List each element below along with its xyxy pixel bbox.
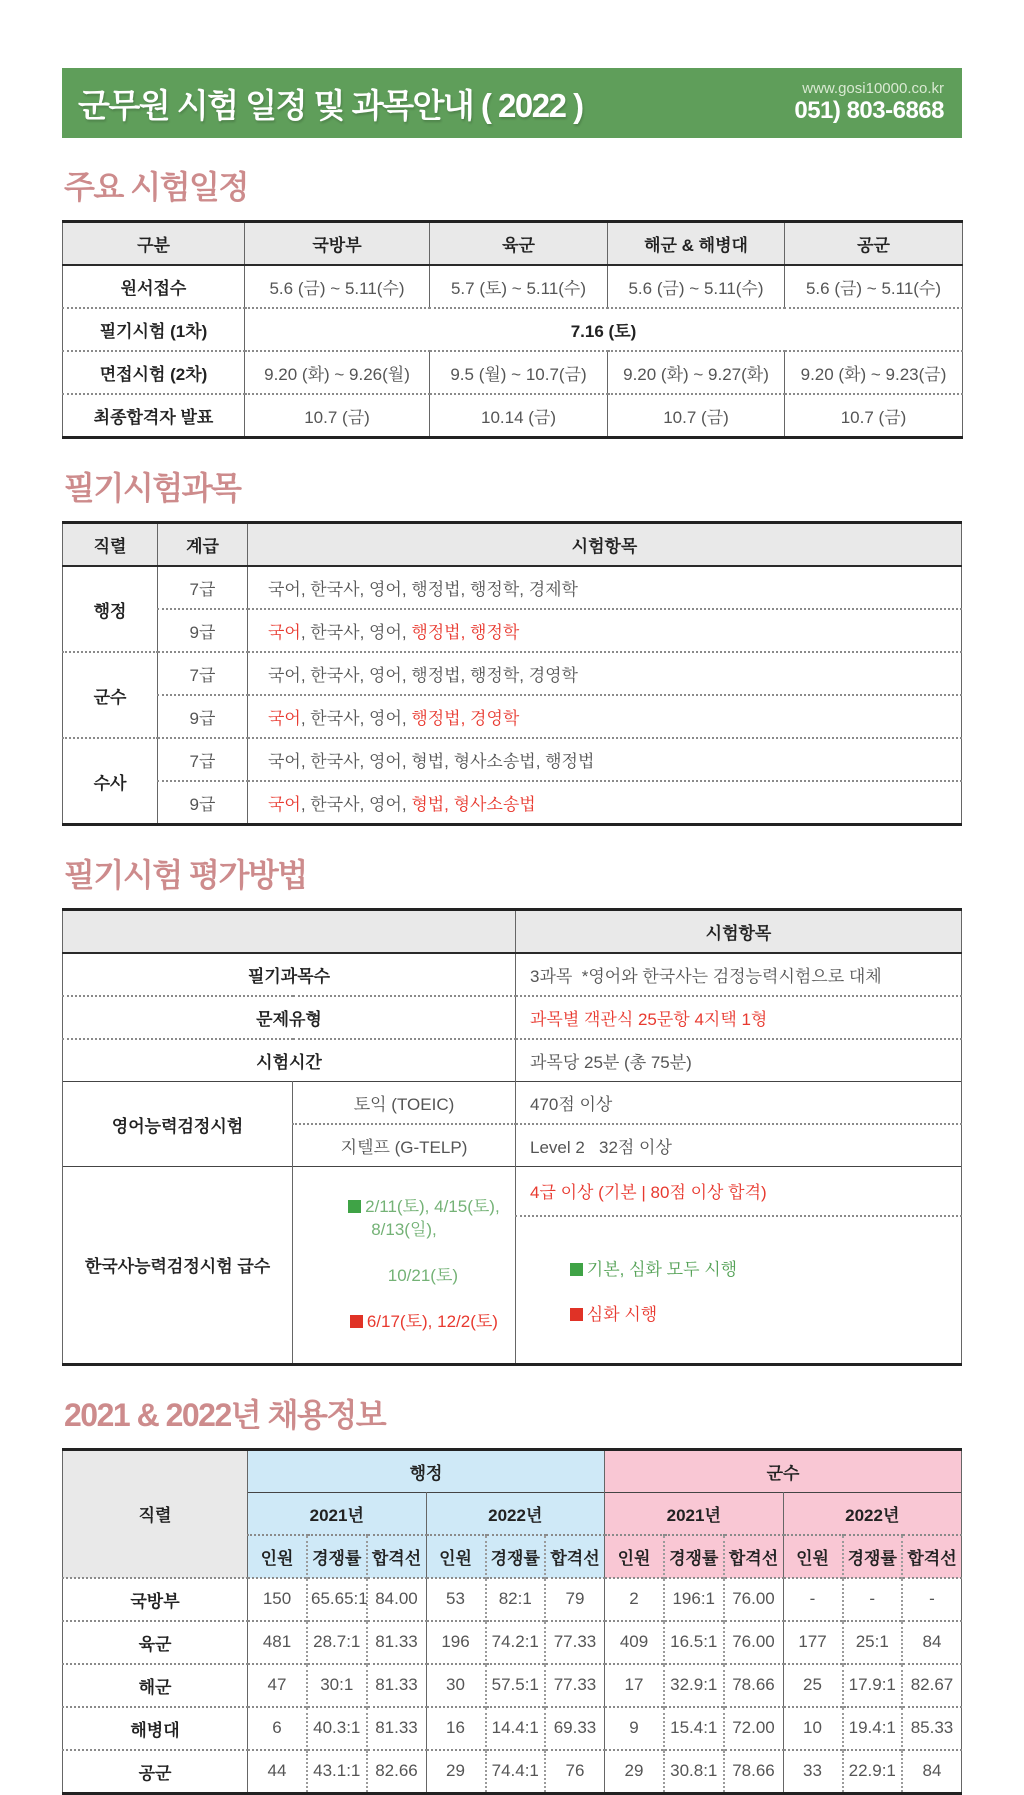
category-cell: 군수 xyxy=(63,652,158,738)
row-label: 시험시간 xyxy=(63,1039,516,1082)
subjects-cell xyxy=(248,695,962,738)
cell: 30.8:1 xyxy=(664,1750,724,1794)
grade-cell: 7급 xyxy=(158,566,248,609)
evaluation-header-row xyxy=(63,910,962,954)
subjects-cell: 국어, 한국사, 영어, 행정법, 행정학, 경영학 xyxy=(248,652,962,695)
cell: 82.66 xyxy=(367,1750,427,1794)
table-row xyxy=(63,1621,962,1664)
cell: 79 xyxy=(545,1578,605,1621)
test-name-cell: 토익 (TOEIC) xyxy=(293,1082,516,1125)
row-label: 필기과목수 xyxy=(63,953,516,996)
cell: 177 xyxy=(783,1621,843,1664)
recruitment-table xyxy=(62,1448,962,1795)
subject-highlight: 국어 xyxy=(268,709,301,728)
metric-header: 합격선 xyxy=(902,1535,962,1578)
section-title-schedule: 주요 시험일정 xyxy=(64,169,248,205)
subjects-cell xyxy=(248,609,962,652)
cell: 32.9:1 xyxy=(664,1664,724,1707)
row-label: 육군 xyxy=(63,1621,248,1664)
table-row xyxy=(63,695,962,738)
col-header: 직렬 xyxy=(63,523,158,567)
metric-header: 경쟁률 xyxy=(843,1535,903,1578)
table-row xyxy=(63,1750,962,1794)
metric-header: 인원 xyxy=(248,1535,308,1578)
grade-cell: 7급 xyxy=(158,738,248,781)
cell: 40.3:1 xyxy=(307,1707,367,1750)
green-note-text: 기본, 심화 모두 시행 xyxy=(586,1259,738,1279)
test-name-cell: 지텔프 (G-TELP) xyxy=(293,1124,516,1167)
cell: 84 xyxy=(902,1621,962,1664)
header-banner xyxy=(62,68,962,138)
subject-highlight: 행정법, 경영학 xyxy=(411,709,520,728)
cell: 74.4:1 xyxy=(486,1750,546,1794)
table-row xyxy=(63,1082,962,1125)
evaluation-table xyxy=(62,908,962,1366)
cell: 16 xyxy=(426,1707,486,1750)
col-header: 국방부 xyxy=(245,222,430,266)
red-square-icon xyxy=(570,1308,583,1321)
table-row xyxy=(63,996,962,1039)
subject-normal: , 한국사, 영어, xyxy=(300,709,412,728)
cell: 10 xyxy=(783,1707,843,1750)
value-cell: 4급 이상 (기본 | 80점 이상 합격) xyxy=(516,1167,962,1216)
cell: 5.6 (금) ~ 5.11(수) xyxy=(785,265,963,308)
green-dates-text: 2/11(토), 4/15(토), 8/13(일), xyxy=(365,1196,505,1239)
cell: 25:1 xyxy=(843,1621,903,1664)
value-cell: 3과목 *영어와 한국사는 검정능력시험으로 대체 xyxy=(516,953,962,996)
grade-cell: 7급 xyxy=(158,652,248,695)
col-header: 해군 & 해병대 xyxy=(608,222,785,266)
cell: 33 xyxy=(783,1750,843,1794)
year-header: 2021년 xyxy=(248,1492,427,1535)
subject-highlight: 형법, 형사소송법 xyxy=(411,795,536,814)
row-label: 해병대 xyxy=(63,1707,248,1750)
dates-line-1 xyxy=(346,1197,504,1239)
subject-highlight: 국어 xyxy=(268,795,301,814)
cell: 5.6 (금) ~ 5.11(수) xyxy=(608,265,785,308)
category-cell: 수사 xyxy=(63,738,158,825)
cell: 72.00 xyxy=(724,1707,784,1750)
cell: 9.20 (화) ~ 9.26(월) xyxy=(245,351,430,394)
grade-cell: 9급 xyxy=(158,609,248,652)
cell: 65.65:1 xyxy=(307,1578,367,1621)
cell: 9.20 (화) ~ 9.23(금) xyxy=(785,351,963,394)
cell: 76.00 xyxy=(724,1621,784,1664)
cell: 30 xyxy=(426,1664,486,1707)
col-header: 시험항목 xyxy=(248,523,962,567)
cell: - xyxy=(902,1578,962,1621)
exam-dates-cell xyxy=(293,1167,516,1365)
cell: 22.9:1 xyxy=(843,1750,903,1794)
group-header-admin: 행정 xyxy=(248,1449,605,1492)
table-row xyxy=(63,308,963,351)
grade-cell: 9급 xyxy=(158,695,248,738)
cell: 2 xyxy=(605,1578,665,1621)
cell: 69.33 xyxy=(545,1707,605,1750)
value-cell: 470점 이상 xyxy=(516,1082,962,1125)
cell: 17 xyxy=(605,1664,665,1707)
cell: 29 xyxy=(605,1750,665,1794)
value-cell: 과목당 25분 (총 75분) xyxy=(516,1039,962,1082)
subjects-table xyxy=(62,521,962,826)
metric-header: 인원 xyxy=(605,1535,665,1578)
year-header: 2021년 xyxy=(605,1492,784,1535)
row-label: 공군 xyxy=(63,1750,248,1794)
table-row xyxy=(63,1578,962,1621)
category-cell: 행정 xyxy=(63,566,158,652)
subjects-header-row xyxy=(63,523,962,567)
cell: 81.33 xyxy=(367,1664,427,1707)
row-label: 해군 xyxy=(63,1664,248,1707)
section-title-evaluation: 필기시험 평가방법 xyxy=(64,857,307,893)
cell: 84.00 xyxy=(367,1578,427,1621)
cell: 82:1 xyxy=(486,1578,546,1621)
metric-header: 합격선 xyxy=(724,1535,784,1578)
phone-number: 051) 803-6868 xyxy=(794,96,944,124)
table-row xyxy=(63,351,963,394)
cell: 196:1 xyxy=(664,1578,724,1621)
cell: - xyxy=(843,1578,903,1621)
cell: 74.2:1 xyxy=(486,1621,546,1664)
recruitment-group-row xyxy=(63,1449,962,1492)
cell: - xyxy=(783,1578,843,1621)
metric-header: 합격선 xyxy=(545,1535,605,1578)
cell: 9.20 (화) ~ 9.27(화) xyxy=(608,351,785,394)
table-row xyxy=(63,1167,962,1216)
cell: 53 xyxy=(426,1578,486,1621)
cell: 30:1 xyxy=(307,1664,367,1707)
row-label: 국방부 xyxy=(63,1578,248,1621)
col-header: 공군 xyxy=(785,222,963,266)
cell: 77.33 xyxy=(545,1664,605,1707)
row-label: 원서접수 xyxy=(63,265,245,308)
cell: 10.14 (금) xyxy=(430,394,608,438)
group-header-logistics: 군수 xyxy=(605,1449,962,1492)
cell: 76 xyxy=(545,1750,605,1794)
cell: 5.7 (토) ~ 5.11(수) xyxy=(430,265,608,308)
cell: 14.4:1 xyxy=(486,1707,546,1750)
cell: 78.66 xyxy=(724,1750,784,1794)
cell: 5.6 (금) ~ 5.11(수) xyxy=(245,265,430,308)
cell: 481 xyxy=(248,1621,308,1664)
schedule-table xyxy=(62,220,963,439)
cell: 150 xyxy=(248,1578,308,1621)
cell: 57.5:1 xyxy=(486,1664,546,1707)
cell: 17.9:1 xyxy=(843,1664,903,1707)
schedule-header-row xyxy=(63,222,963,266)
cell: 47 xyxy=(248,1664,308,1707)
row-label: 한국사능력검정시험 급수 xyxy=(63,1167,293,1365)
cell: 82.67 xyxy=(902,1664,962,1707)
row-label: 최종합격자 발표 xyxy=(63,394,245,438)
cell: 15.4:1 xyxy=(664,1707,724,1750)
table-row xyxy=(63,1707,962,1750)
section-title-subjects: 필기시험과목 xyxy=(64,470,241,506)
metric-header: 경쟁률 xyxy=(664,1535,724,1578)
table-row xyxy=(63,738,962,781)
red-square-icon xyxy=(350,1315,363,1328)
empty-header-cell xyxy=(63,910,516,954)
cell: 84 xyxy=(902,1750,962,1794)
table-row xyxy=(63,652,962,695)
cell: 29 xyxy=(426,1750,486,1794)
grade-cell: 9급 xyxy=(158,781,248,825)
cell: 196 xyxy=(426,1621,486,1664)
table-row xyxy=(63,781,962,825)
subject-highlight: 행정법, 행정학 xyxy=(411,623,520,642)
cell: 9 xyxy=(605,1707,665,1750)
subjects-cell: 국어, 한국사, 영어, 형법, 형사소송법, 행정법 xyxy=(248,738,962,781)
cell-span: 7.16 (토) xyxy=(245,308,963,351)
table-row xyxy=(63,1664,962,1707)
subjects-cell: 국어, 한국사, 영어, 행정법, 행정학, 경제학 xyxy=(248,566,962,609)
table-row xyxy=(63,566,962,609)
row-label: 면접시험 (2차) xyxy=(63,351,245,394)
year-header: 2022년 xyxy=(426,1492,605,1535)
green-square-icon xyxy=(570,1263,583,1276)
subject-normal: , 한국사, 영어, xyxy=(300,795,412,814)
cell: 9.5 (월) ~ 10.7(금) xyxy=(430,351,608,394)
cell: 78.66 xyxy=(724,1664,784,1707)
cell: 10.7 (금) xyxy=(608,394,785,438)
page-title: 군무원 시험 일정 및 과목안내 ( 2022 ) xyxy=(78,86,583,124)
metric-header: 인원 xyxy=(426,1535,486,1578)
col-header: 육군 xyxy=(430,222,608,266)
row-label: 문제유형 xyxy=(63,996,516,1039)
table-row xyxy=(63,394,963,438)
red-note-text: 심화 시행 xyxy=(586,1304,658,1324)
year-header: 2022년 xyxy=(783,1492,962,1535)
dates-line-2: 10/21(토) xyxy=(387,1265,459,1285)
cell: 43.1:1 xyxy=(307,1750,367,1794)
subject-highlight: 국어 xyxy=(268,623,301,642)
cell: 44 xyxy=(248,1750,308,1794)
subject-normal: , 한국사, 영어, xyxy=(300,623,412,642)
contact-block xyxy=(794,81,944,125)
table-row xyxy=(63,1039,962,1082)
cell: 28.7:1 xyxy=(307,1621,367,1664)
metric-header: 경쟁률 xyxy=(486,1535,546,1578)
cell: 16.5:1 xyxy=(664,1621,724,1664)
row-header: 직렬 xyxy=(63,1449,248,1578)
value-cell: Level 2 32점 이상 xyxy=(516,1124,962,1167)
website-url: www.gosi10000.co.kr xyxy=(802,80,944,98)
subjects-cell xyxy=(248,781,962,825)
cell: 10.7 (금) xyxy=(245,394,430,438)
row-label: 영어능력검정시험 xyxy=(63,1082,293,1167)
table-row xyxy=(63,953,962,996)
value-cell: 과목별 객관식 25문항 4지택 1형 xyxy=(516,996,962,1039)
col-header: 시험항목 xyxy=(516,910,962,954)
section-title-recruitment: 2021 & 2022년 채용정보 xyxy=(64,1396,386,1433)
table-row xyxy=(63,609,962,652)
dates-line-3 xyxy=(348,1312,498,1331)
table-row xyxy=(63,265,963,308)
col-header: 구분 xyxy=(63,222,245,266)
metric-header: 인원 xyxy=(783,1535,843,1578)
cell: 25 xyxy=(783,1664,843,1707)
col-header: 계급 xyxy=(158,523,248,567)
cell: 77.33 xyxy=(545,1621,605,1664)
metric-header: 합격선 xyxy=(367,1535,427,1578)
cell: 6 xyxy=(248,1707,308,1750)
cell: 76.00 xyxy=(724,1578,784,1621)
cell: 81.33 xyxy=(367,1621,427,1664)
metric-header: 경쟁률 xyxy=(307,1535,367,1578)
cell: 409 xyxy=(605,1621,665,1664)
cell: 81.33 xyxy=(367,1707,427,1750)
row-label: 필기시험 (1차) xyxy=(63,308,245,351)
cell: 10.7 (금) xyxy=(785,394,963,438)
red-dates-text: 6/17(토), 12/2(토) xyxy=(366,1311,498,1331)
cell: 19.4:1 xyxy=(843,1707,903,1750)
cell: 85.33 xyxy=(902,1707,962,1750)
notes-cell xyxy=(516,1216,962,1364)
green-square-icon xyxy=(348,1200,361,1213)
